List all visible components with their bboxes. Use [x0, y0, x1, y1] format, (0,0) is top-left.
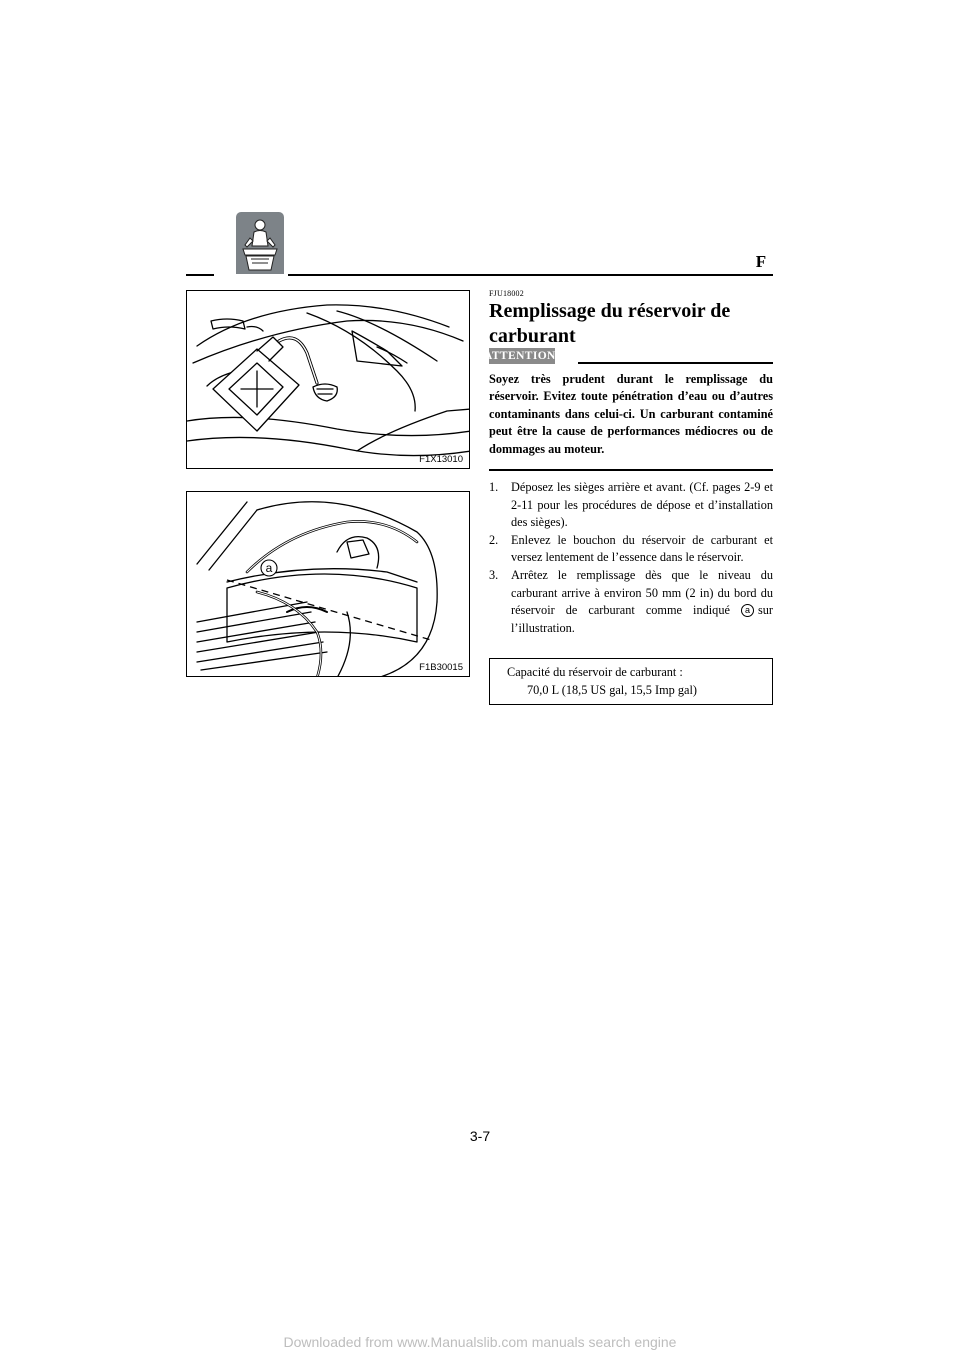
spec-value: 70,0 L (18,5 US gal, 15,5 Imp gal)	[527, 683, 697, 697]
section-title: Remplissage du réservoir de carburant	[489, 300, 731, 347]
page-number: 3-7	[469, 1128, 491, 1144]
callout-a-marker: a	[741, 604, 754, 617]
list-item	[489, 532, 773, 567]
step-text-end: sur l’illustration.	[511, 603, 773, 635]
step-text: Déposez les sièges arrière et avant. (Cf. pages 2-9 et 2-11 pour les procédures de dépose et d’installation des sièges).	[511, 480, 773, 530]
spec-box	[489, 658, 773, 705]
section-code: FJU18002	[489, 289, 524, 298]
figure-code: F1B30015	[419, 662, 463, 673]
step-number: 3.	[489, 567, 499, 582]
attention-text: Soyez très prudent durant le remplissage du réservoir. Evitez toute pénétration d’eau ou d’autres contaminants dans celui-ci. Un carburant contaminé peut être la cause de performances médiocres ou de dommages au moteur.	[489, 372, 773, 456]
attention-rule	[578, 362, 773, 364]
step-number: 2.	[489, 532, 499, 547]
section-tab	[236, 212, 284, 274]
figure-code: F1X13010	[419, 454, 463, 465]
fuel-level-illustration	[187, 492, 470, 677]
figure-fuel-level	[186, 491, 470, 677]
step-number: 1.	[489, 480, 499, 494]
attention-bottom-rule	[489, 469, 773, 471]
step-text: Enlevez le bouchon du réservoir de carburant et versez lentement de l’essence dans le réservoir.	[511, 532, 773, 565]
list-item	[489, 479, 773, 532]
jet-ski-rider-icon	[236, 212, 284, 274]
spec-label: Capacité du réservoir de carburant :	[507, 665, 683, 679]
footer-watermark: Downloaded from www.Manualslib.com manuals search engine	[283, 1334, 677, 1350]
figure-fuel-can	[186, 290, 470, 469]
fuel-can-illustration	[187, 291, 470, 469]
procedure-steps	[489, 479, 773, 637]
header-rule-left	[186, 274, 214, 276]
callout-a-label: a	[265, 561, 273, 575]
language-badge: F	[755, 252, 767, 271]
attention-label: ATTENTION:	[484, 350, 560, 362]
list-item	[489, 567, 773, 637]
header-rule-right	[288, 274, 773, 276]
step-text: Arrêtez le remplissage dès que le niveau du carburant arrive à environ 50 mm (2 in) du bord du réservoir de carburant comme indiqué	[511, 567, 773, 618]
